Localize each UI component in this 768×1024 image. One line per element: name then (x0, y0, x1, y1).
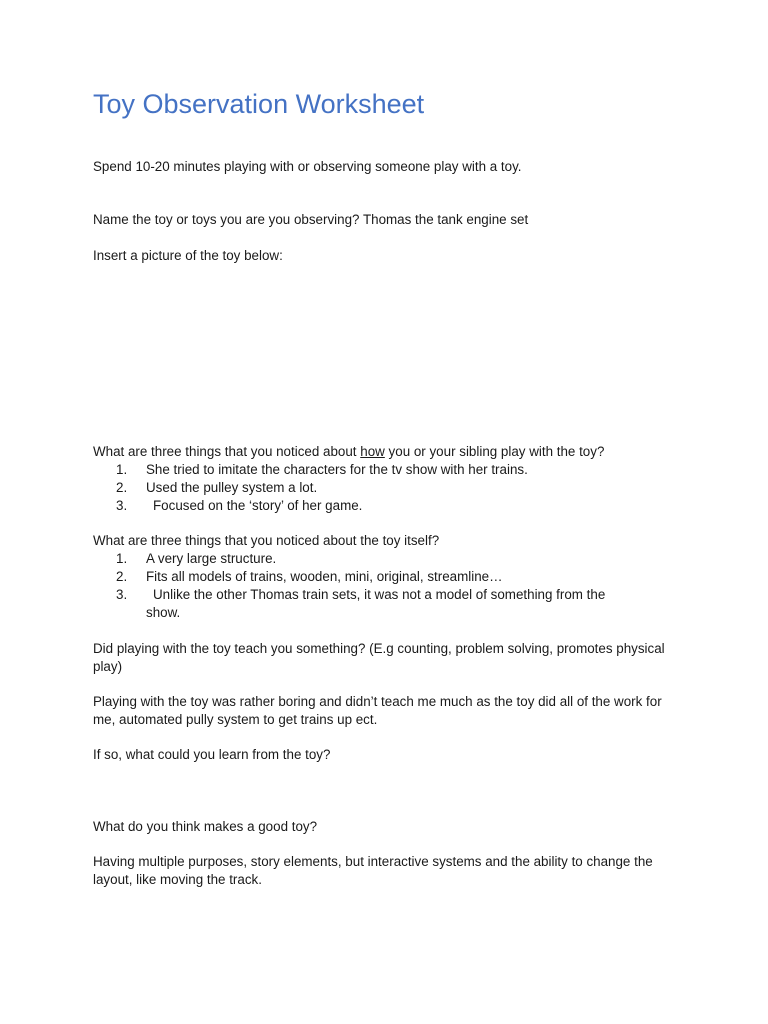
list-item-text: Focused on the ‘story’ of her game. (153, 498, 363, 513)
list-item-text-continuation: show. (146, 605, 181, 620)
list-item-number: 1. (116, 551, 128, 566)
play-observations-list (93, 461, 653, 515)
intro-text: Spend 10-20 minutes playing with or observing someone play with a toy. (93, 159, 522, 174)
question-good-toy: What do you think makes a good toy? (93, 819, 318, 834)
question-teach: Did playing with the toy teach you something? (E.g counting, problem solving, promotes physical play) (93, 641, 665, 674)
list-item (93, 461, 653, 479)
page-title: Toy Observation Worksheet (93, 89, 425, 119)
list-item-text: Fits all models of trains, wooden, mini, original, streamline… (146, 569, 503, 584)
question-toy-itself: What are three things that you noticed about the toy itself? (93, 533, 440, 548)
question-learn: If so, what could you learn from the toy? (93, 747, 331, 762)
list-item (93, 550, 653, 568)
question-insert-picture: Insert a picture of the toy below: (93, 248, 283, 263)
list-item (93, 497, 653, 515)
list-item (93, 479, 653, 497)
list-item-text-line: Unlike the other Thomas train sets, it was not a model of something from the (153, 587, 606, 602)
list-item-number: 3. (116, 587, 128, 602)
list-item-text: She tried to imitate the characters for the tv show with her trains. (146, 462, 528, 477)
list-item-text (146, 586, 653, 622)
question-toy-name: Name the toy or toys you are you observing? Thomas the tank engine set (93, 212, 529, 227)
question-how-play (93, 443, 683, 461)
list-item-number: 2. (116, 480, 128, 495)
list-item-number: 1. (116, 462, 128, 477)
list-item-number: 3. (116, 498, 128, 513)
list-item-text: Used the pulley system a lot. (146, 480, 318, 495)
list-item (93, 568, 653, 586)
toy-observations-list (93, 550, 653, 622)
question-how-play-underlined: how (360, 444, 385, 459)
answer-teach: Playing with the toy was rather boring and didn’t teach me much as the toy did all of the work for me, automated pully system to get trains up ect. (93, 694, 662, 727)
list-item (93, 586, 653, 622)
list-item-text: A very large structure. (146, 551, 277, 566)
question-how-play-after: you or your sibling play with the toy? (384, 444, 605, 459)
list-item-number: 2. (116, 569, 128, 584)
question-how-play-before: What are three things that you noticed about (93, 444, 361, 459)
answer-good-toy: Having multiple purposes, story elements, but interactive systems and the ability to change the layout, like moving the track. (93, 854, 653, 887)
